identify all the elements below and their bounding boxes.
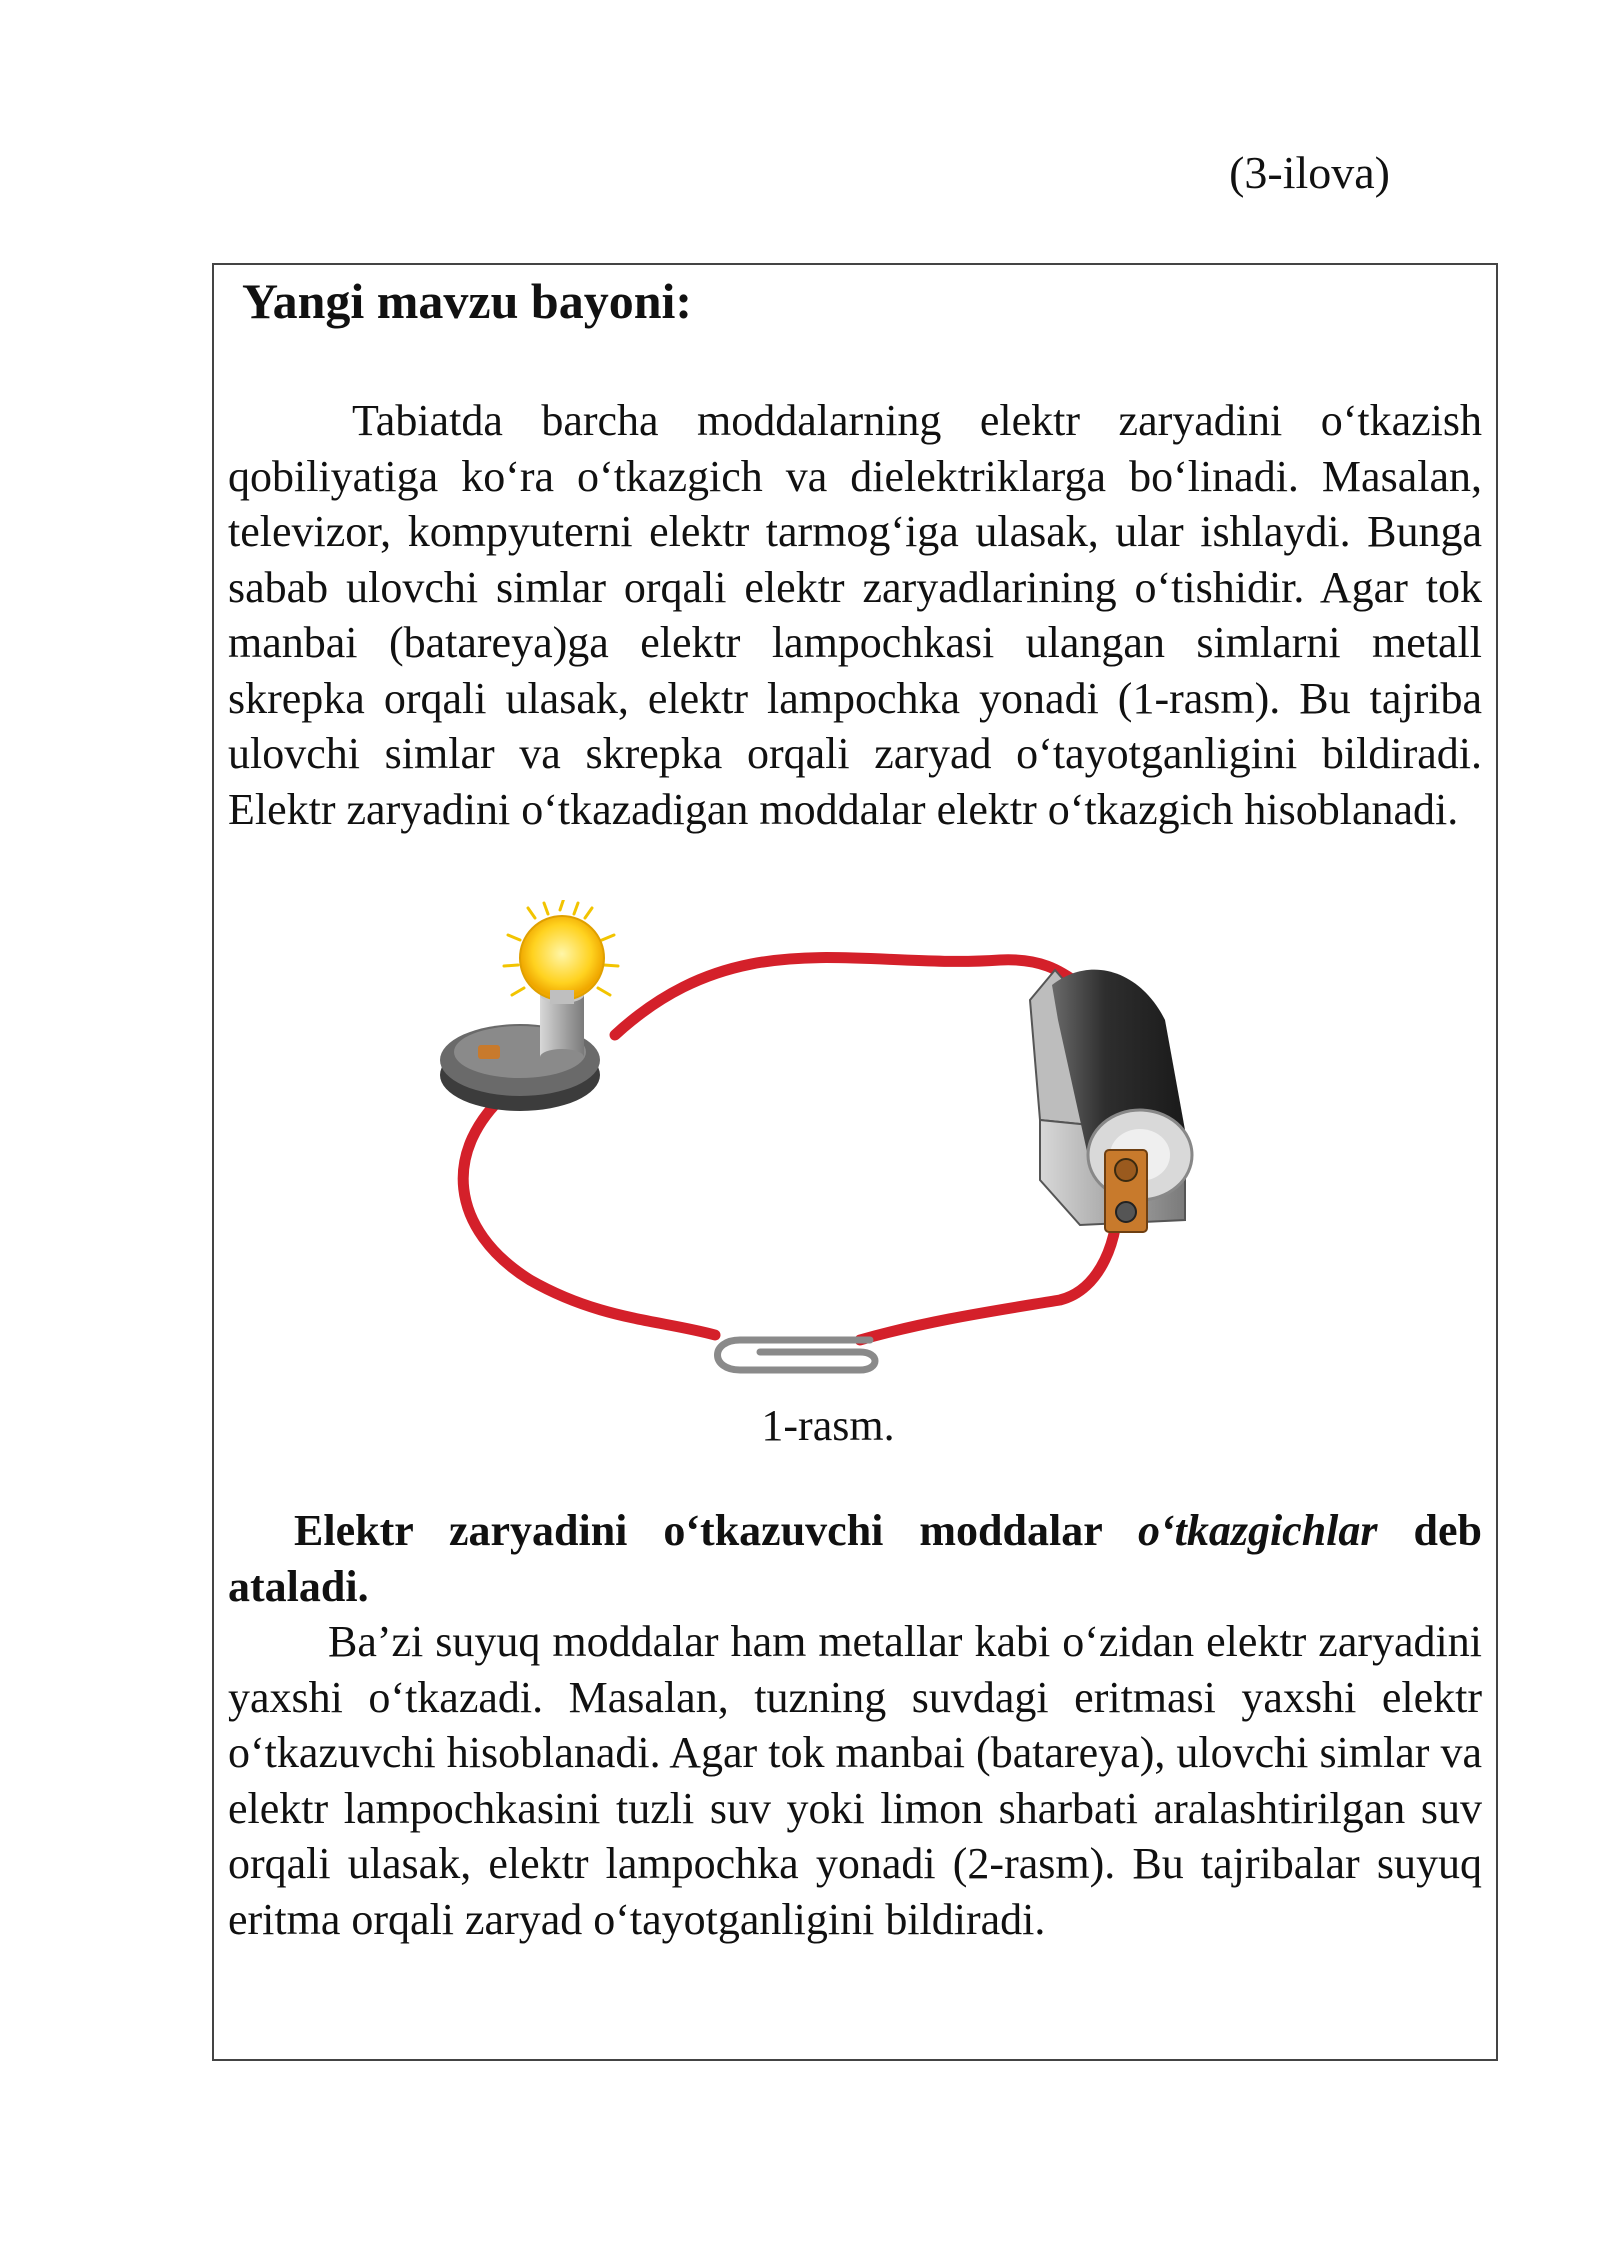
battery-icon bbox=[1030, 970, 1192, 1232]
circuit-figure bbox=[440, 900, 1260, 1380]
paragraph-intro: Tabiatda barcha moddalarning elektr zaryadini o‘tkazish qobiliyatiga ko‘ra o‘tkazgich va dielektriklarga bo‘linadi. Masalan, televizor, kompyuterni elektr tarmog‘iga ulasak, ular ishlaydi. Bunga sabab ulovchi simlar orqali elektr zaryadlarining o‘tishidir. Agar tok manbai (batareya)ga elektr lampochkasi ulangan simlarni metall skrepka orqali ulasak, elektr lampochka yonadi (1-rasm). Bu tajriba ulovchi simlar va skrepka orqali zaryad o‘tayotganligini bildiradi. Elektr zaryadini o‘tkazadigan moddalar elektr o‘tkazgich hisoblanadi. bbox=[228, 396, 1482, 834]
definition-bold-tail: deb ataladi. bbox=[228, 1506, 1482, 1611]
paragraph-liquids: Ba’zi suyuq moddalar ham metallar kabi o‘zidan elektr zaryadini yaxshi o‘tkazadi. Masalan, tuzning suvdagi eritmasi yaxshi elektr o‘tkazuvchi hisoblanadi. Agar tok manbai (batareya), ulovchi simlar va elektr lampochkasini tuzli suv yoki limon sharbati aralashtirilgan suv orqali ulasak, elektr lampochka yonadi (2-rasm). Bu tajribalar suyuq eritma orqali zaryad o‘tayotganligini bildiradi. bbox=[228, 1617, 1482, 1944]
light-bulb-icon bbox=[440, 900, 618, 1111]
figure-caption: 1-rasm. bbox=[761, 1401, 895, 1450]
section-heading: Yangi mavzu bayoni: bbox=[242, 273, 693, 329]
definition-term: o‘tkazgichlar bbox=[1137, 1506, 1378, 1555]
definition-paragraph bbox=[228, 1503, 1482, 1614]
appendix-label: (3-ilova) bbox=[1229, 147, 1390, 198]
paperclip-icon bbox=[718, 1340, 876, 1370]
definition-bold-lead: Elektr zaryadini o‘tkazuvchi moddalar bbox=[294, 1506, 1138, 1555]
circuit-illustration bbox=[440, 900, 1260, 1380]
